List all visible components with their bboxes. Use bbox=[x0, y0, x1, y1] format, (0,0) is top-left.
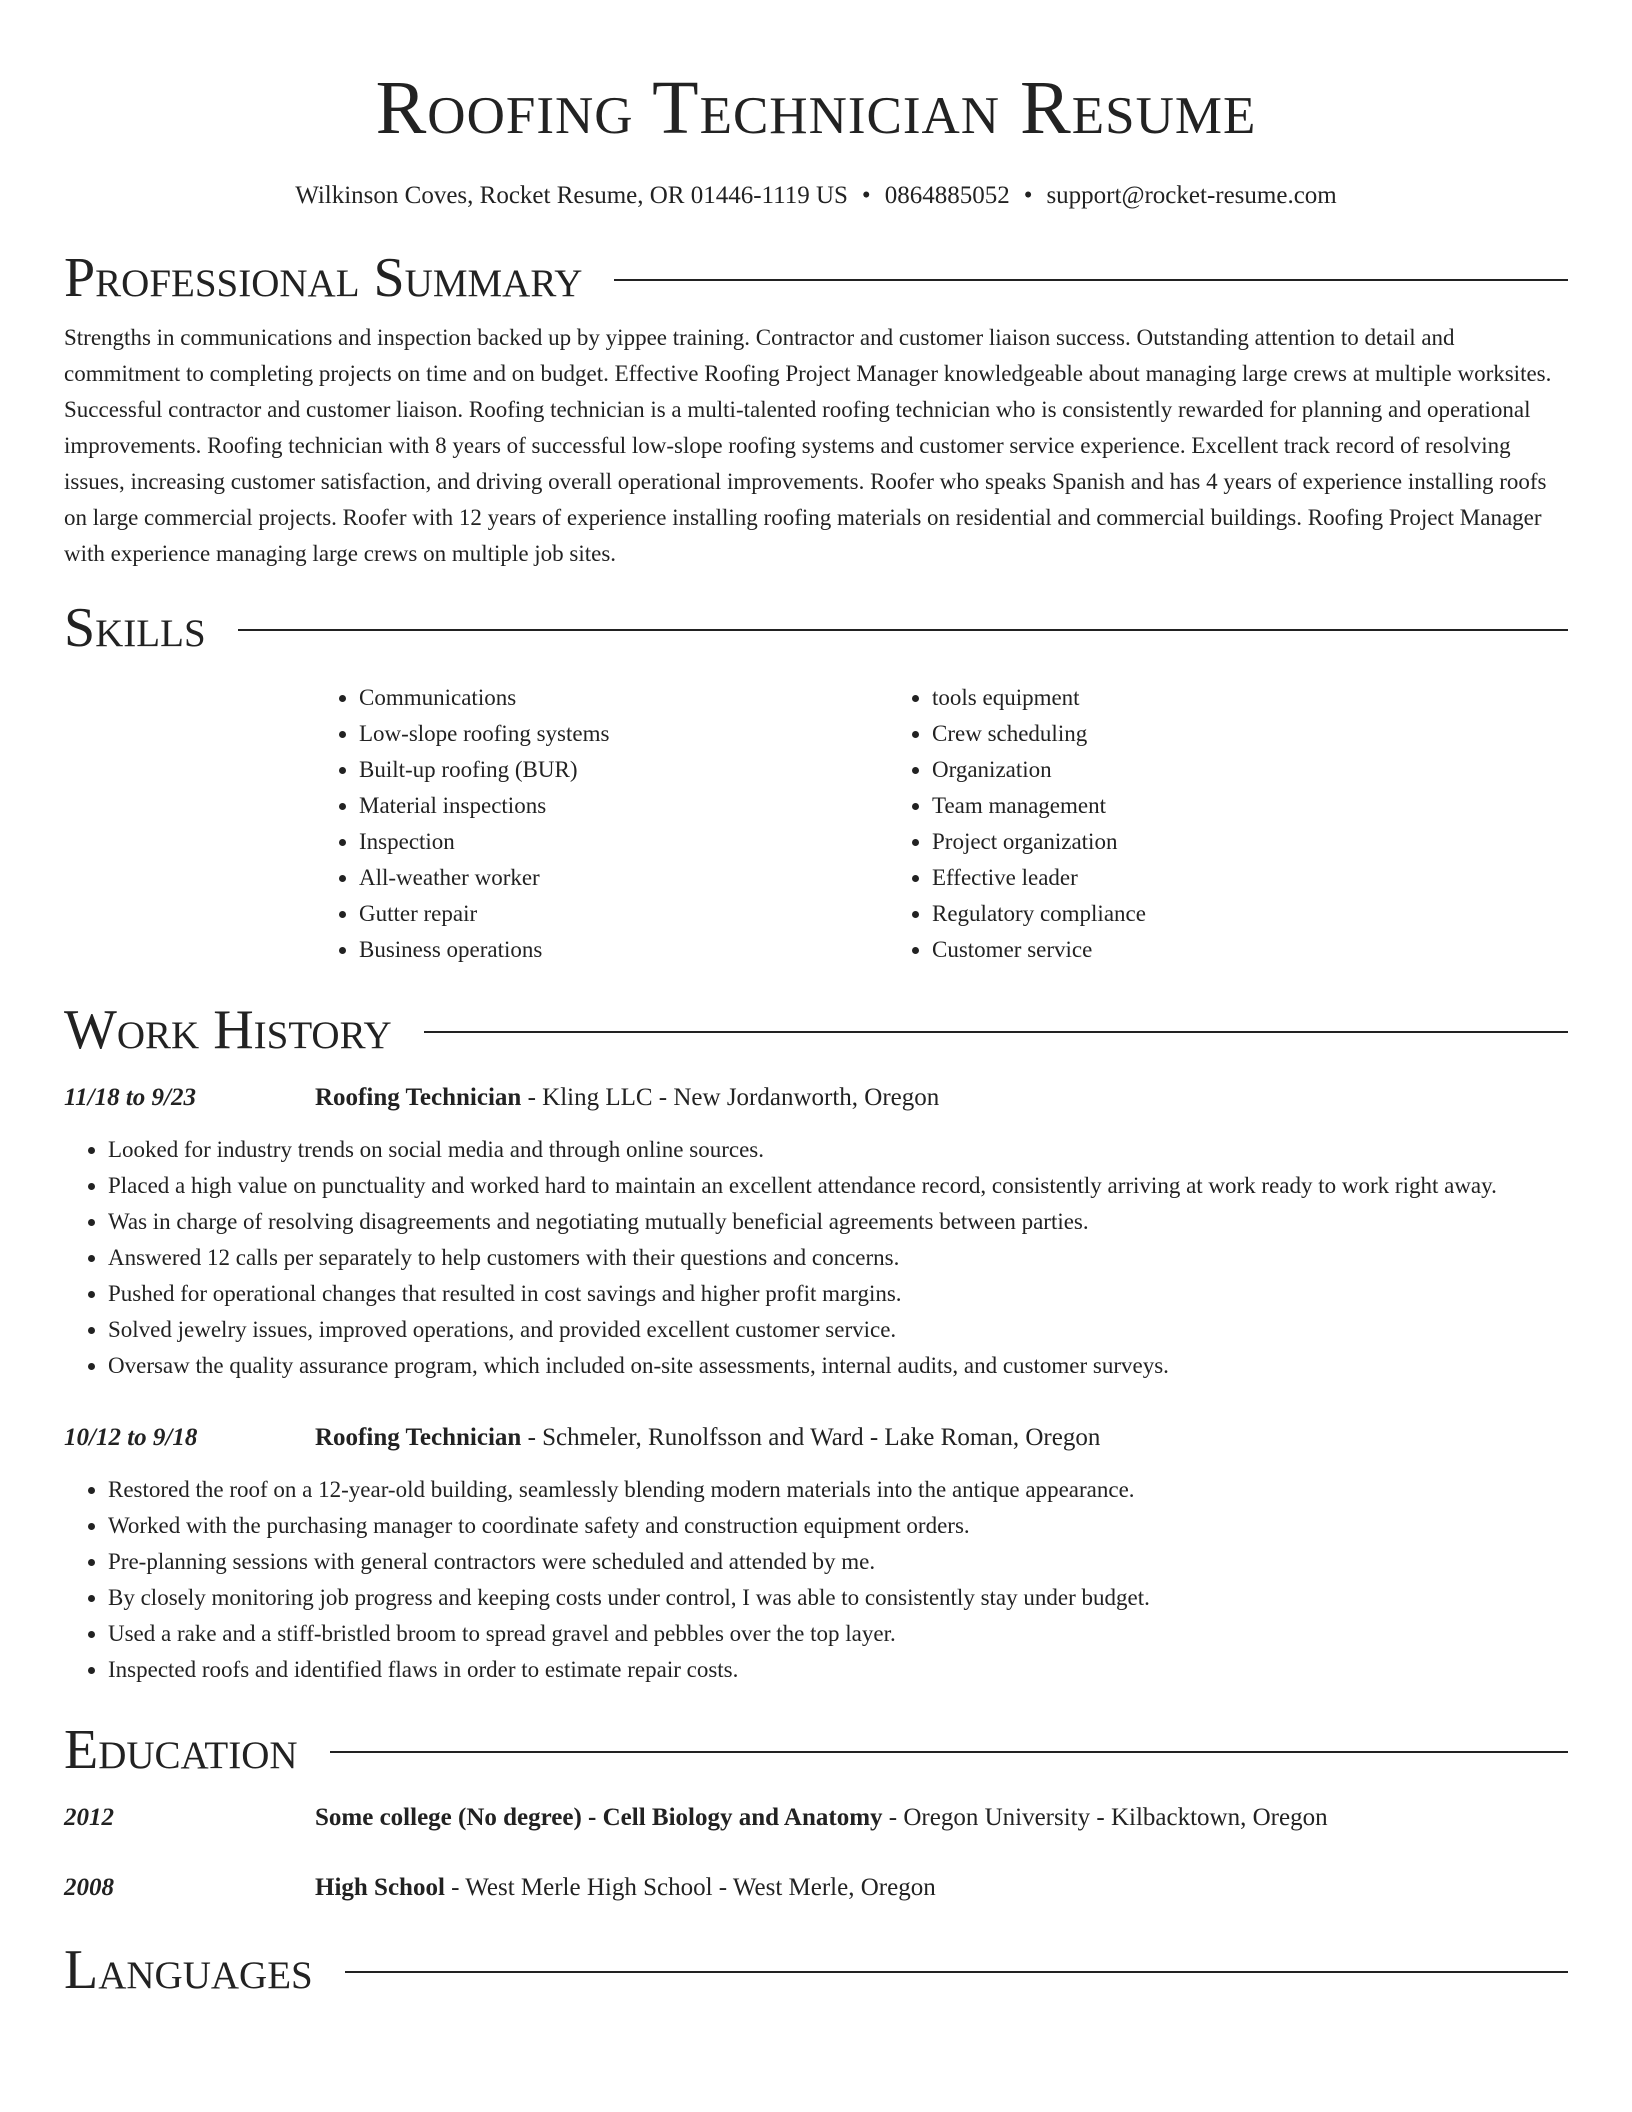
section-divider bbox=[424, 1031, 1568, 1033]
job-header bbox=[315, 1422, 1100, 1454]
contact-separator: • bbox=[861, 182, 871, 209]
job-header bbox=[315, 1082, 939, 1114]
education-heading: Education bbox=[64, 1719, 298, 1781]
work-heading: Work History bbox=[64, 999, 392, 1061]
resume-page bbox=[64, 0, 1568, 2002]
languages-heading: Languages bbox=[64, 1939, 313, 2001]
skill-item: • Team management bbox=[932, 788, 1461, 824]
skill-item: • Effective leader bbox=[932, 860, 1461, 896]
job-bullet: • Placed a high value on punctuality and worked hard to maintain an excellent attendance record, consistently arriving at work ready to work right away. bbox=[108, 1168, 1568, 1204]
contact-email: support@rocket-resume.com bbox=[1046, 182, 1337, 209]
job-title: Roofing Technician bbox=[315, 1084, 522, 1111]
contact-phone: 0864885052 bbox=[884, 182, 1010, 209]
job-bullet: • Looked for industry trends on social media and through online sources. bbox=[108, 1132, 1568, 1168]
summary-heading: Professional Summary bbox=[64, 247, 583, 309]
skills-column-right bbox=[888, 680, 1461, 968]
skill-item: • Built-up roofing (BUR) bbox=[359, 752, 888, 788]
languages-section-header bbox=[64, 1938, 1568, 2002]
job-title: Roofing Technician bbox=[315, 1424, 522, 1451]
skill-item: • Inspection bbox=[359, 824, 888, 860]
skills-list bbox=[315, 680, 1568, 968]
section-divider bbox=[614, 279, 1568, 281]
job-bullet: • Worked with the purchasing manager to coordinate safety and construction equipment orders. bbox=[108, 1508, 1568, 1544]
skill-item: • Regulatory compliance bbox=[932, 896, 1461, 932]
job-bullet: • Was in charge of resolving disagreements and negotiating mutually beneficial agreements between parties. bbox=[108, 1204, 1568, 1240]
education-school: - West Merle High School - West Merle, Oregon bbox=[444, 1874, 936, 1901]
job-bullet: • By closely monitoring job progress and keeping costs under control, I was able to consistently stay under budget. bbox=[108, 1580, 1568, 1616]
skills-section-header bbox=[64, 596, 1568, 660]
job-bullet: • Restored the roof on a 12-year-old building, seamlessly blending modern materials into the antique appearance. bbox=[108, 1472, 1568, 1508]
education-school: - Oregon University - Kilbacktown, Oregon bbox=[882, 1804, 1328, 1831]
job-company: - Kling LLC - New Jordanworth, Oregon bbox=[521, 1084, 940, 1111]
job-dates: 10/12 to 9/18 bbox=[64, 1424, 198, 1451]
education-entry bbox=[64, 1872, 1568, 1904]
skill-item: • Low-slope roofing systems bbox=[359, 716, 888, 752]
summary-text: Strengths in communications and inspection backed up by yippee training. Contractor and customer liaison success. Outstanding attention to detail and commitment to completing projects on time and on budget. Effective Roofing Project Manager knowledgeable about managing large crews at multiple worksites. Successful contractor and customer liaison. Roofing technician is a multi-talented roofing technician who is consistently rewarded for planning and operational improvements. Roofing technician with 8 years of successful low-slope roofing systems and customer service experience. Excellent track record of resolving issues, increasing customer satisfaction, and driving overall operational improvements. Roofer who speaks Spanish and has 4 years of experience installing roofs on large commercial projects. Roofer with 12 years of experience installing roofing materials on residential and commercial buildings. Roofing Project Manager with experience managing large crews on multiple job sites. bbox=[64, 325, 1552, 566]
summary-section-header bbox=[64, 246, 1568, 310]
education-section-header bbox=[64, 1718, 1568, 1782]
section-divider bbox=[330, 1751, 1568, 1753]
education-year: 2012 bbox=[64, 1804, 114, 1831]
education-year: 2008 bbox=[64, 1874, 114, 1901]
job-bullet: • Inspected roofs and identified flaws in order to estimate repair costs. bbox=[108, 1652, 1568, 1688]
job-bullet: • Oversaw the quality assurance program, which included on-site assessments, internal audits, and customer surveys. bbox=[108, 1348, 1568, 1384]
contact-separator: • bbox=[1023, 182, 1033, 209]
section-divider bbox=[238, 629, 1568, 631]
job-bullets bbox=[64, 1472, 1568, 1688]
job-dates: 11/18 to 9/23 bbox=[64, 1084, 196, 1111]
job-bullets bbox=[64, 1132, 1568, 1384]
skill-item: • Business operations bbox=[359, 932, 888, 968]
skill-item: • Project organization bbox=[932, 824, 1461, 860]
skill-item: • tools equipment bbox=[932, 680, 1461, 716]
job-bullet: • Solved jewelry issues, improved operations, and provided excellent customer service. bbox=[108, 1312, 1568, 1348]
skill-item: • All-weather worker bbox=[359, 860, 888, 896]
skill-item: • Organization bbox=[932, 752, 1461, 788]
education-detail bbox=[315, 1802, 1328, 1834]
skill-item: • Material inspections bbox=[359, 788, 888, 824]
skills-heading: Skills bbox=[64, 597, 206, 659]
skill-item: • Communications bbox=[359, 680, 888, 716]
job-company: - Schmeler, Runolfsson and Ward - Lake Roman, Oregon bbox=[521, 1424, 1101, 1451]
job-bullet: • Pushed for operational changes that resulted in cost savings and higher profit margins. bbox=[108, 1276, 1568, 1312]
education-degree: High School bbox=[315, 1874, 445, 1901]
resume-title: Roofing Technician Resume bbox=[375, 66, 1257, 150]
section-divider bbox=[345, 1971, 1568, 1973]
job-bullet: • Used a rake and a stiff-bristled broom to spread gravel and pebbles over the top layer. bbox=[108, 1616, 1568, 1652]
education-degree: Some college (No degree) - Cell Biology and Anatomy bbox=[315, 1804, 883, 1831]
skills-column-left bbox=[315, 680, 888, 968]
job-entry bbox=[64, 1082, 1568, 1114]
job-bullet: • Answered 12 calls per separately to help customers with their questions and concerns. bbox=[108, 1240, 1568, 1276]
work-section-header bbox=[64, 998, 1568, 1062]
skill-item: • Gutter repair bbox=[359, 896, 888, 932]
education-entry bbox=[64, 1802, 1568, 1834]
contact-line bbox=[64, 180, 1568, 212]
skill-item: • Crew scheduling bbox=[932, 716, 1461, 752]
skill-item: • Customer service bbox=[932, 932, 1461, 968]
job-bullet: • Pre-planning sessions with general contractors were scheduled and attended by me. bbox=[108, 1544, 1568, 1580]
job-entry bbox=[64, 1422, 1568, 1454]
education-detail bbox=[315, 1872, 936, 1904]
contact-address: Wilkinson Coves, Rocket Resume, OR 01446-1119 US bbox=[295, 182, 848, 209]
